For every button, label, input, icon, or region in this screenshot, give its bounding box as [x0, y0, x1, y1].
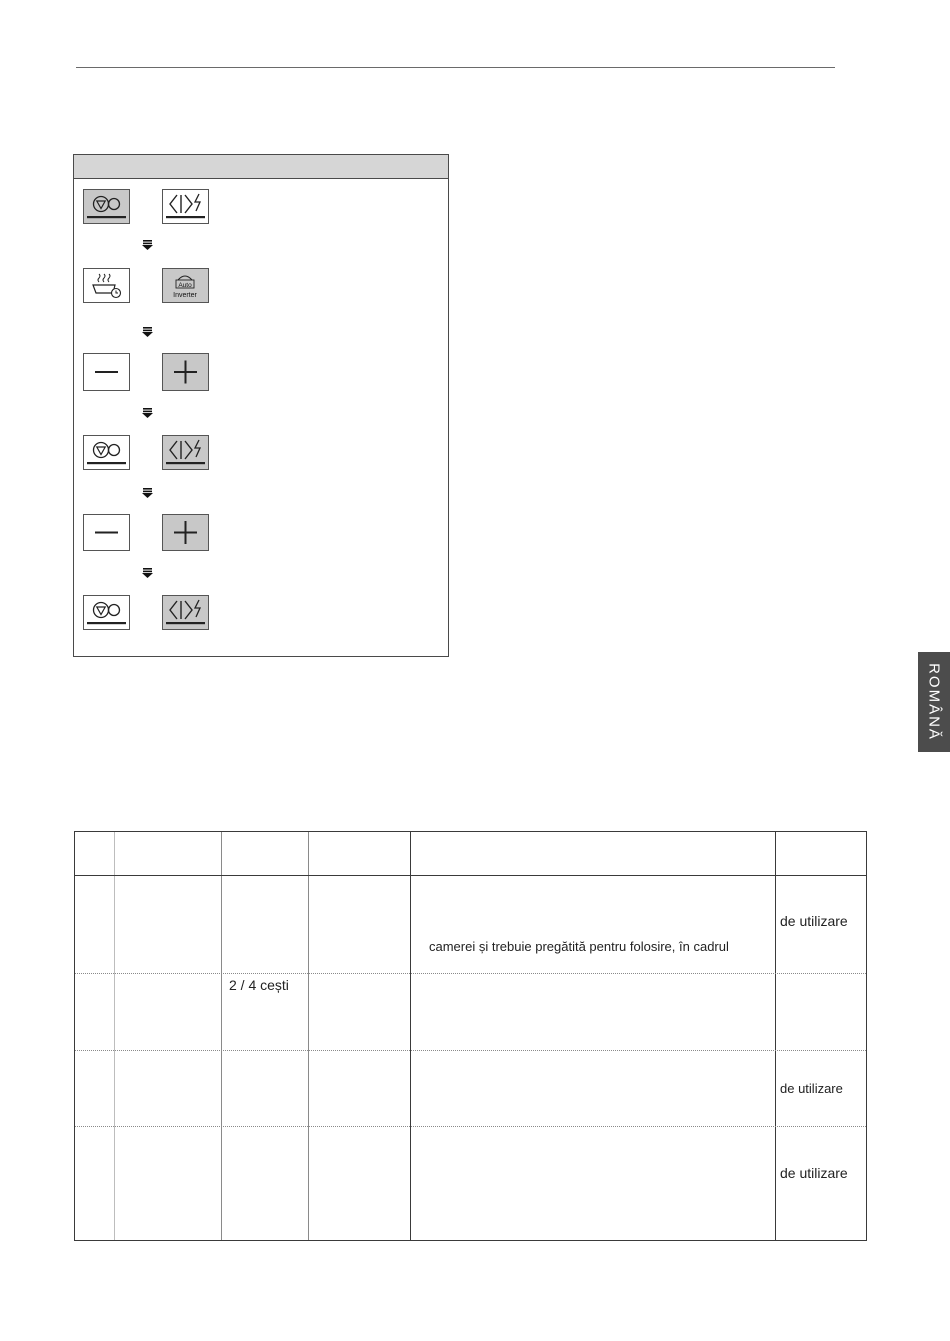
step-arrow-icon: [142, 240, 153, 250]
start-button[interactable]: [162, 595, 209, 630]
table-cell-weight: 2 / 4 cești: [229, 977, 289, 993]
column-divider: [221, 832, 222, 1240]
start-button[interactable]: [162, 189, 209, 224]
stop-clear-icon: [84, 436, 129, 469]
cook-timer-button[interactable]: [83, 268, 130, 303]
table-cell-container: de utilizare: [780, 1165, 848, 1181]
plus-icon: [163, 515, 208, 550]
plus-icon: [163, 354, 208, 390]
minus-icon: [84, 515, 129, 550]
start-icon: [163, 596, 208, 629]
stop-clear-icon: [84, 596, 129, 629]
auto-inverter-icon: [163, 269, 208, 302]
table-cell-container: de utilizare: [780, 913, 848, 929]
row-divider: [75, 1126, 866, 1127]
step-arrow-icon: [142, 327, 153, 337]
column-divider: [775, 832, 776, 1240]
cook-timer-icon: [84, 269, 129, 302]
language-tab-label: ROMÂNĂ: [925, 663, 943, 741]
column-divider: [410, 832, 411, 1240]
step-arrow-icon: [142, 488, 153, 498]
row-divider: [75, 1050, 866, 1051]
row-divider: [75, 973, 866, 974]
step-arrow-icon: [142, 568, 153, 578]
plus-button[interactable]: [162, 353, 209, 391]
start-icon: [163, 436, 208, 469]
auto-inverter-button[interactable]: [162, 268, 209, 303]
stop-clear-button[interactable]: [83, 189, 130, 224]
table-cell-instructions: camerei și trebuie pregătită pentru folosire, în cadrul: [429, 939, 729, 954]
top-divider: [76, 67, 835, 68]
header-divider: [75, 875, 866, 876]
plus-button[interactable]: [162, 514, 209, 551]
instruction-panel: [73, 154, 449, 657]
stop-clear-button[interactable]: [83, 595, 130, 630]
start-button[interactable]: [162, 435, 209, 470]
svg-text:Auto: Auto: [178, 282, 192, 289]
minus-button[interactable]: [83, 353, 130, 391]
column-divider: [308, 832, 309, 1240]
minus-button[interactable]: [83, 514, 130, 551]
start-icon: [163, 190, 208, 223]
minus-icon: [84, 354, 129, 390]
column-divider: [114, 832, 115, 1240]
instruction-panel-header: [74, 155, 448, 179]
stop-clear-button[interactable]: [83, 435, 130, 470]
cooking-table: [74, 831, 867, 1241]
step-arrow-icon: [142, 408, 153, 418]
stop-clear-icon: [84, 190, 129, 223]
table-cell-container: de utilizare: [780, 1081, 843, 1096]
svg-text:Inverter: Inverter: [173, 292, 197, 299]
language-tab: [918, 652, 950, 752]
